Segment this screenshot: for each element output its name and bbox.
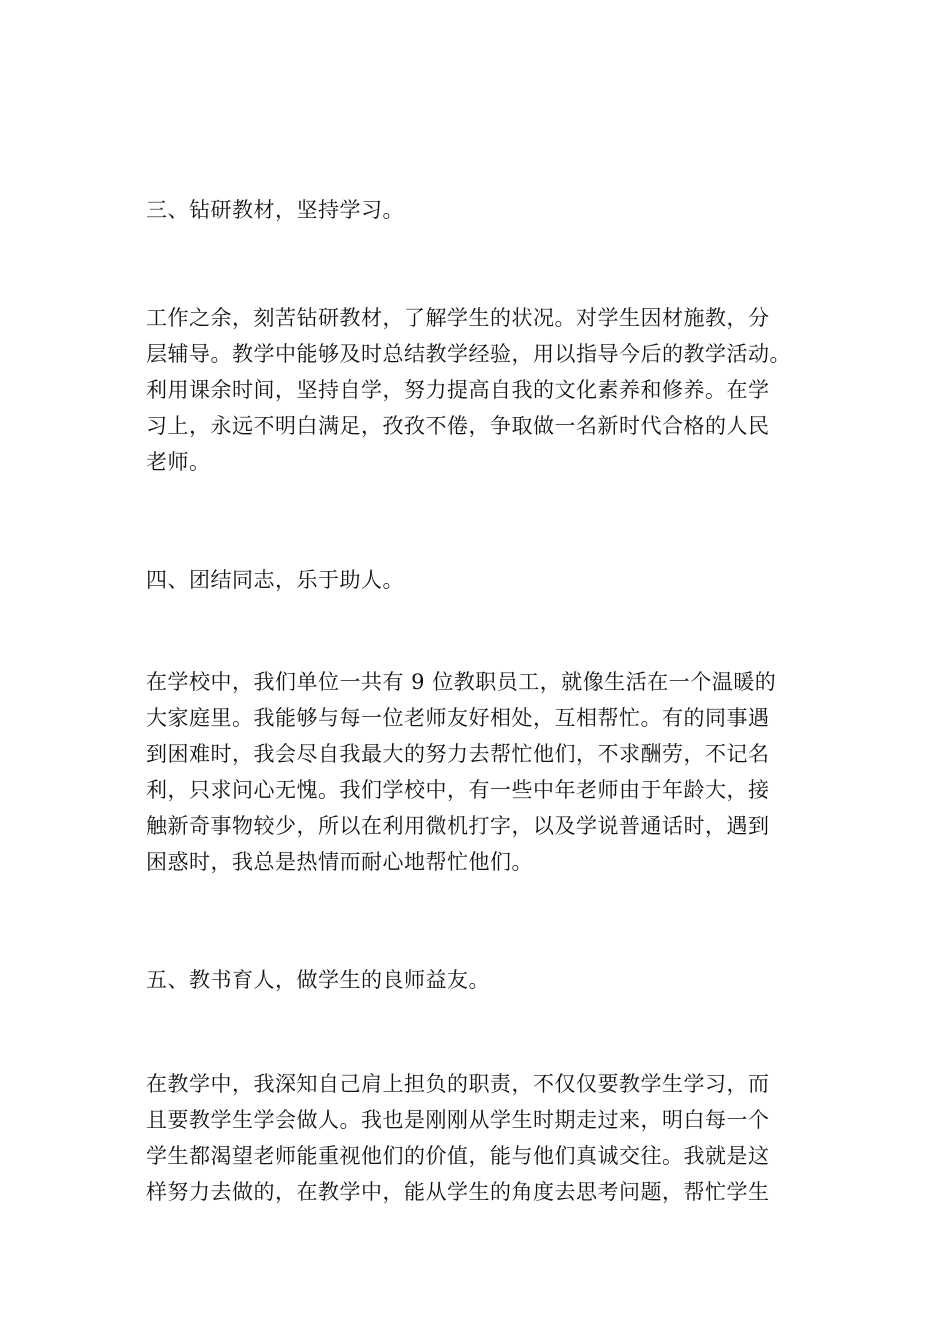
paragraph-line: 大家庭里。我能够与每一位老师友好相处，互相帮忙。有的同事遇 — [146, 706, 770, 730]
section-paragraph-3 — [146, 300, 816, 480]
paragraph-line: 在教学中，我深知自己肩上担负的职责，不仅仅要教学生学习，而 — [146, 1072, 770, 1096]
paragraph-line: 利用课余时间，坚持自学，努力提高自我的文化素养和修养。在学 — [146, 378, 770, 402]
paragraph-line: 且要教学生学会做人。我也是刚刚从学生时期走过来，明白每一个 — [146, 1108, 770, 1132]
section-heading-4: 四、团结同志，乐于助人。 — [146, 568, 404, 592]
section-paragraph-4 — [146, 664, 816, 880]
paragraph-line: 层辅导。教学中能够及时总结教学经验，用以指导今后的教学活动。 — [146, 342, 791, 366]
section-heading-3: 三、钻研教材，坚持学习。 — [146, 198, 404, 222]
paragraph-line: 学生都渴望老师能重视他们的价值，能与他们真诚交往。我就是这 — [146, 1144, 770, 1168]
paragraph-line: 老师。 — [146, 450, 211, 474]
paragraph-line: 利，只求问心无愧。我们学校中，有一些中年老师由于年龄大，接 — [146, 778, 770, 802]
section-heading-5: 五、教书育人，做学生的良师益友。 — [146, 968, 490, 992]
paragraph-line: 在学校中，我们单位一共有 9 位教职员工，就像生活在一个温暖的 — [146, 670, 777, 694]
paragraph-line: 到困难时，我会尽自我最大的努力去帮忙他们，不求酬劳，不记名 — [146, 742, 770, 766]
paragraph-line: 触新奇事物较少，所以在利用微机打字，以及学说普通话时，遇到 — [146, 814, 770, 838]
paragraph-line: 工作之余，刻苦钻研教材，了解学生的状况。对学生因材施教，分 — [146, 306, 770, 330]
paragraph-line: 困惑时，我总是热情而耐心地帮忙他们。 — [146, 850, 533, 874]
section-paragraph-5 — [146, 1066, 816, 1210]
paragraph-line: 习上，永远不明白满足，孜孜不倦，争取做一名新时代合格的人民 — [146, 414, 770, 438]
paragraph-line: 样努力去做的，在教学中，能从学生的角度去思考问题，帮忙学生 — [146, 1180, 770, 1204]
